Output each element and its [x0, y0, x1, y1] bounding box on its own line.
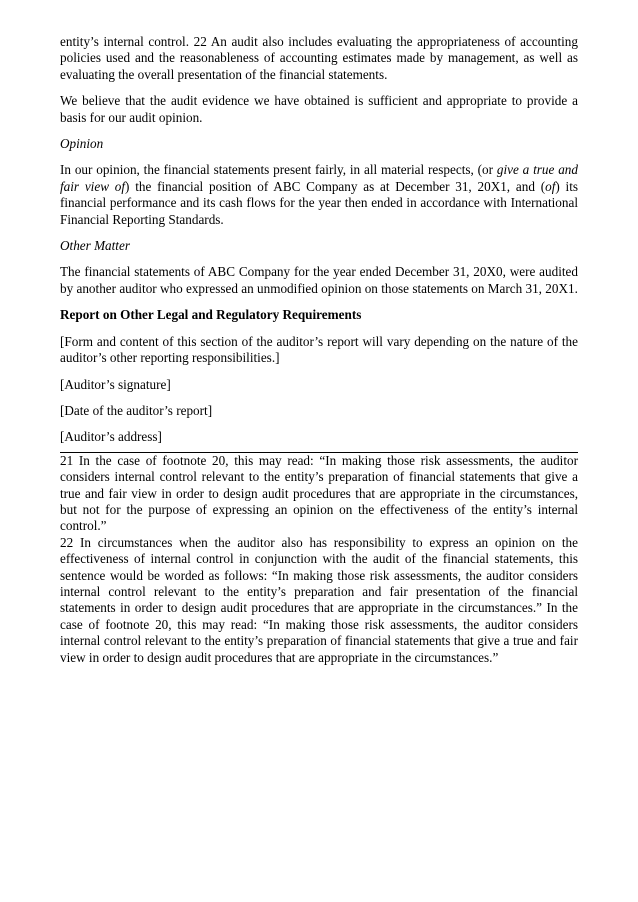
paragraph-audit-evidence: We believe that the audit evidence we have obtained is sufficient and appropriate to provide a basis for our audit opinion. — [60, 93, 578, 125]
opinion-text-a: In our opinion, the financial statements present fairly, in all material respects, (or — [60, 162, 497, 178]
opinion-text-e: ) its financial performance and its cash flows for the year then ended in accordance with International Financial Reporting Standards. — [60, 178, 578, 227]
opinion-text-c: ) the financial position of ABC Company as at December 31, 20X1, and ( — [125, 178, 546, 194]
report-date: [Date of the auditor’s report] — [60, 402, 213, 418]
auditor-signature: [Auditor’s signature] — [60, 376, 171, 392]
footnote-21: 21 In the case of footnote 20, this may read: “In making those risk assessments, the auditor considers internal control relevant to the entity’s preparation of financial statements that give a true and fair view in order to design audit procedures that are appropriate in the circumstances, but not for the purpose of expressing an opinion on the effectiveness of the entity’s internal control.” — [60, 452, 578, 534]
paragraph-other-matter: The financial statements of ABC Company for the year ended December 31, 20X0, were audited by another auditor who expressed an unmodified opinion on those statements on March 31, 20X1. — [60, 264, 578, 296]
heading-legal-requirements: Report on Other Legal and Regulatory Requirements — [60, 307, 362, 323]
auditor-address: [Auditor’s address] — [60, 429, 162, 445]
opinion-text-b: give a true and fair view of — [60, 162, 578, 194]
paragraph-opinion — [60, 162, 578, 228]
paragraph-internal-control: entity’s internal control. 22 An audit also includes evaluating the appropriateness of accounting policies used and the reasonableness of accounting estimates made by management, as well as evaluating the overall presentation of the financial statements. — [60, 34, 578, 82]
heading-other-matter: Other Matter — [60, 238, 130, 254]
footnotes — [60, 453, 578, 666]
opinion-text-d: of — [545, 178, 556, 194]
paragraph-legal-requirements: [Form and content of this section of the auditor’s report will vary depending on the nature of the auditor’s other reporting responsibilities.] — [60, 333, 578, 366]
heading-opinion: Opinion — [60, 136, 104, 152]
footnote-22: 22 In circumstances when the auditor also has responsibility to express an opinion on the effectiveness of internal control in conjunction with the audit of the financial statements, this sentence would be worded as follows: “In making those risk assessments, the auditor considers internal control relevant to the entity’s preparation and fair presentation of the financial statements in order to design audit procedures that are appropriate in the circumstances.” In the case of footnote 20, this may read: “In making those risk assessments, the auditor considers internal control relevant to the entity’s preparation of financial statements that give a true and fair view in order to design audit procedures that are appropriate in the circumstances.” — [60, 534, 578, 665]
